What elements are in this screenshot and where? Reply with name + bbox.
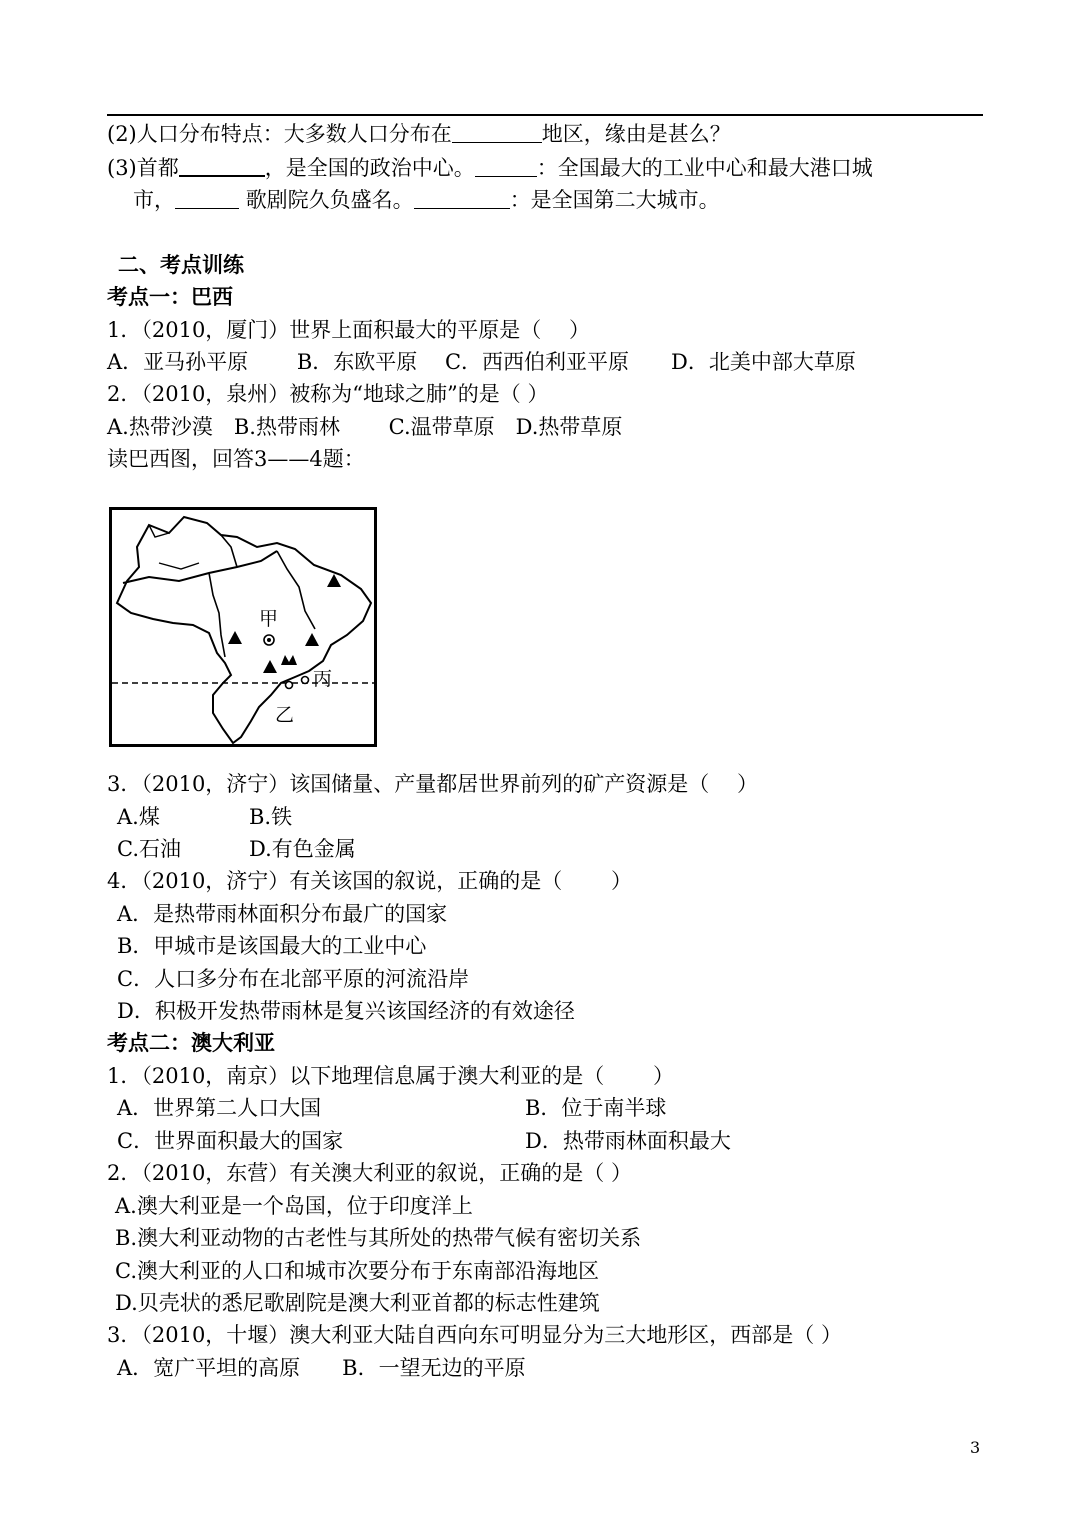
q3-text-a: (3)首都 [107,156,179,180]
q3-text-e: 歌剧院久负盛名。 [245,188,414,212]
topic2-q2-option: D.贝壳状的悉尼歌剧院是澳大利亚首都的标志性建筑 [115,1291,600,1315]
topic1-q4-option: A．是热带雨林面积分布最广的国家 [117,902,448,926]
page-number: 3 [970,1438,981,1457]
q3-text-f: ：是全国第二大城市。 [509,188,720,212]
topic2-q2-option: C.澳大利亚的人口和城市次要分布于东南部沿海地区 [115,1259,599,1283]
topic2-q2: 2．（2010，东营）有关澳大利亚的叙说，正确的是（ ） [107,1161,632,1185]
map-label-bing: 丙 [313,668,333,690]
q2-text-a: (2)人口分布特点：大多数人口分布在 [107,122,452,146]
map-frame [111,509,376,746]
top-rule [107,114,983,116]
topic1-q3-row2 [117,834,181,864]
topic2-q2-option: B.澳大利亚动物的古老性与其所处的热带气候有密切关系 [115,1226,642,1250]
map-label-jia: 甲 [259,608,279,630]
topic1-q2: 2．（2010，泉州）被称为“地球之肺”的是（ ） [107,382,549,406]
topic1-q1-options: A．亚马孙平原 B．东欧平原 C．西西伯利亚平原 D．北美中部大草原 [107,350,856,374]
topic2-q1-option-c: C．世界面积最大的国家 [117,1129,344,1153]
map-label-yi: 乙 [275,704,295,726]
topic1-q4-option: B．甲城市是该国最大的工业中心 [117,934,427,958]
topic1-q2-options: A.热带沙漠 B.热带雨林 C.温带草原 D.热带草原 [107,415,623,439]
capital-city-dot [267,638,271,642]
topic2-q1: 1．（2010，南京）以下地理信息属于澳大利亚的是（ ） [107,1064,674,1088]
topic2-q2-option: A.澳大利亚是一个岛国，位于印度洋上 [115,1194,473,1218]
topic1-q3-row1 [117,802,160,832]
topic2-q1-option-a: A．世界第二人口大国 [117,1096,322,1120]
topic1-q4-option: C．人口多分布在北部平原的河流沿岸 [117,967,470,991]
topic2-q1-option-d: D．热带雨林面积最大 [525,1129,731,1153]
topic2-q3-options: A．宽广平坦的高原 B．一望无边的平原 [117,1356,526,1380]
answer-blank [414,188,510,209]
answer-blank [179,155,265,177]
topic1-q1: 1．（2010，厦门）世界上面积最大的平原是（ ） [107,318,590,342]
q3-text-d: 市， [133,188,175,212]
answer-blank [452,122,542,143]
option-c: C.石油 [117,837,181,861]
answer-blank [475,156,537,177]
topic1-q3: 3．（2010，济宁）该国储量、产量都居世界前列的矿产资源是（ ） [107,772,758,796]
topic2-q3: 3．（2010，十堰）澳大利亚大陆自西向东可明显分为三大地形区，西部是（ ） [107,1323,842,1347]
map-intro: 读巴西图，回答3——4题： [107,447,365,471]
capital-question [107,153,873,183]
option-b: B.铁 [249,805,293,829]
population-question [107,119,731,149]
city-yi-icon [286,682,293,689]
q3-text-c: ：全国最大的工业中心和最大港口城 [536,156,873,180]
section-heading: 二、考点训练 [118,252,244,277]
topic1-title: 考点一：巴西 [107,284,233,309]
capital-question-cont [133,185,720,215]
city-bing-icon [302,677,309,684]
topic1-q4-option: D．积极开发热带雨林是复兴该国经济的有效途径 [117,999,575,1023]
q2-text-b: 地区，缘由是甚么？ [541,122,731,146]
topic1-q3-row2b [249,834,356,864]
answer-blank [175,188,239,209]
topic1-q4: 4．（2010，济宁）有关该国的叙说，正确的是（ ） [107,869,632,893]
topic2-q1-option-b: B．位于南半球 [525,1096,667,1120]
topic2-title: 考点二：澳大利亚 [107,1030,275,1055]
brazil-map [109,507,377,747]
topic1-q3-row1b [249,802,292,832]
option-a: A.煤 [117,805,160,829]
option-d: D.有色金属 [249,837,356,861]
q3-text-b: ，是全国的政治中心。 [264,156,475,180]
